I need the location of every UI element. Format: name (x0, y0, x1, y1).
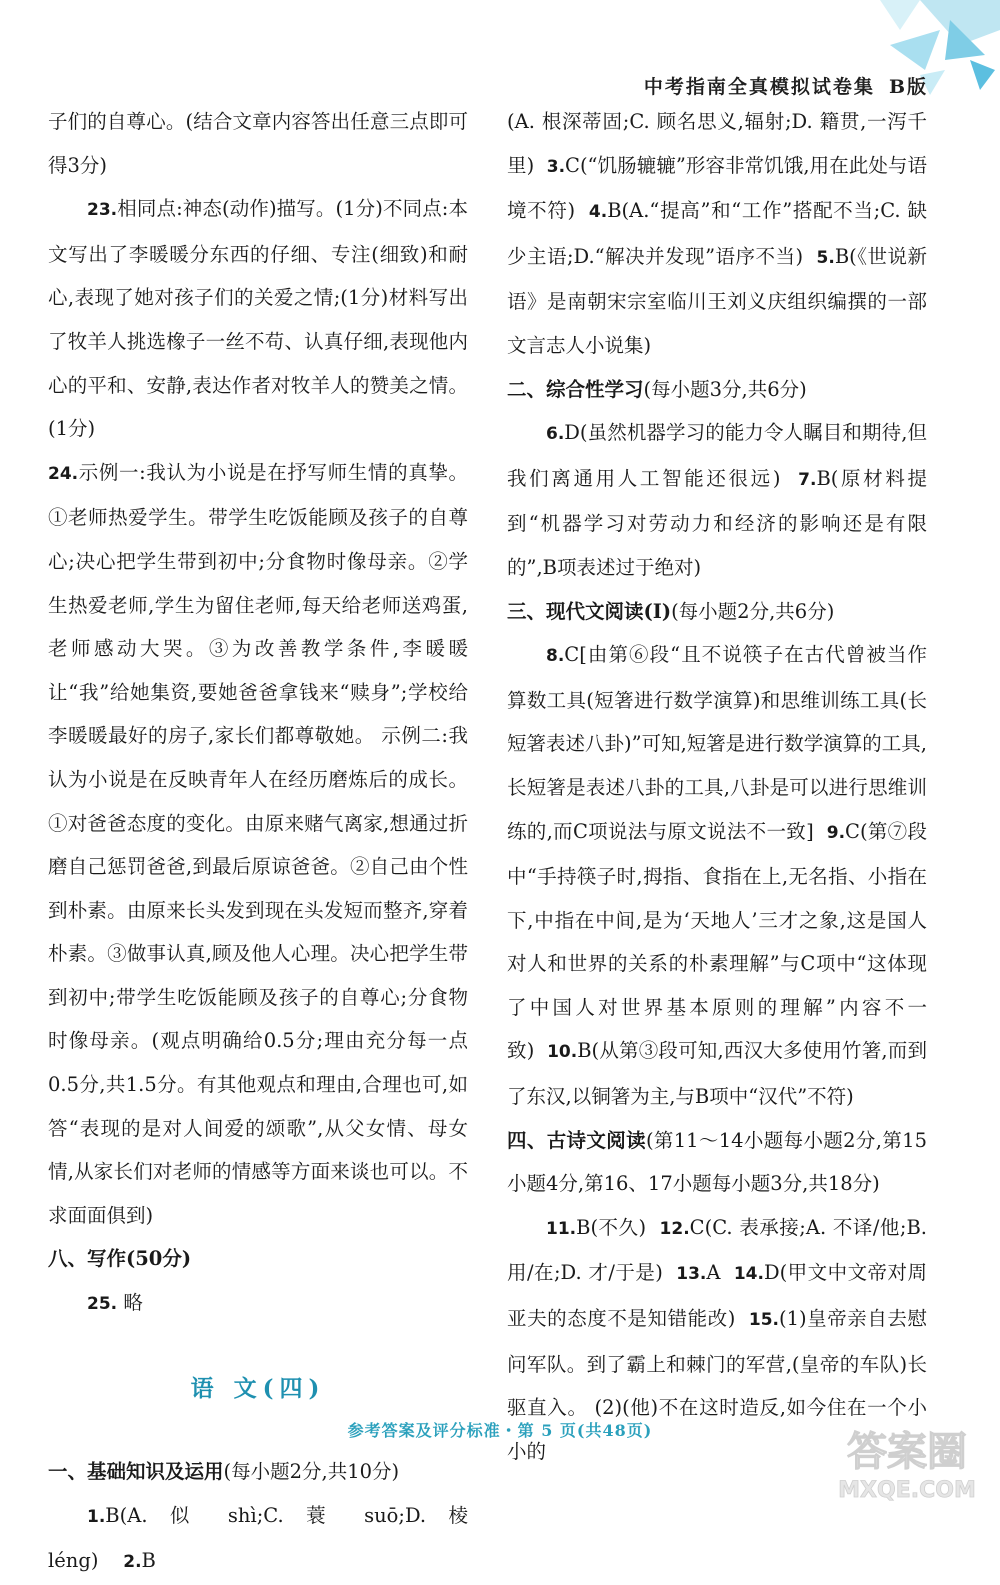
answer-text: D(甲文中文帝对周亚夫的态度不是知错能改) (507, 1261, 927, 1331)
header-title: 中考指南全真模拟试卷集 (643, 76, 875, 98)
section-heading (48, 1450, 468, 1494)
answer-1-2 (48, 1494, 468, 1585)
answer-text: 略 (123, 1291, 143, 1315)
answer-text: B (141, 1549, 156, 1573)
section-heading (507, 590, 927, 634)
answer-text: D(虽然机器学习的能力令人瞩目和期待,但我们离通用人工智能还很远) (507, 421, 927, 490)
answer-text: B(A. 似 shì;C. 蓑 suō;D. 棱 léng) (48, 1503, 468, 1573)
answer-23 (48, 187, 468, 451)
section-label: 一、基础知识及运用 (48, 1460, 224, 1484)
section-label: 二、综合性学习 (507, 377, 644, 401)
answer-text: C(“饥肠辘辘”形容非常饥饿,用在此处与语境不符) (507, 153, 927, 223)
section-note: (每小题2分,共6分) (671, 599, 835, 623)
answer-text: (A. 根深蒂固;C. 顾名思义,辐射;D. 籍贯,一泻千里) (507, 110, 927, 177)
question-number: 6. (546, 424, 565, 445)
watermark-text: 答案圈 (847, 1429, 967, 1475)
section-label: 三、现代文阅读(Ⅰ) (507, 599, 672, 623)
page-header (644, 72, 928, 99)
page-footer: 参考答案及评分标准・第 5 页(共48页) (347, 1421, 653, 1440)
section-heading (507, 1119, 927, 1206)
header-edition: B版 (888, 76, 928, 98)
answer-paragraph: 子们的自尊心。(结合文章内容答出任意三点即可得3分) (48, 110, 468, 177)
question-number: 7. (798, 469, 817, 490)
section-heading (507, 368, 927, 412)
question-number: 3. (546, 156, 566, 177)
question-number: 11. (546, 1218, 577, 1239)
question-number: 2. (123, 1552, 142, 1573)
section-note: (第11～14小题每小题2分,第15小题4分,第16、17小题每小题3分,共18分) (507, 1128, 927, 1196)
watermark-url: MXQE.COM (838, 1478, 976, 1503)
answer-text: (1)皇帝亲自去慰问军队。到了霸上和棘门的军营,(皇帝的车队)长驱直入。 (2)(他)不在这时造反,如今住在一个小小的 (507, 1307, 927, 1463)
question-number: 13. (676, 1264, 707, 1285)
answer-text: C(第⑦段中“手持筷子时,拇指、食指在上,无名指、小指在下,中指在中间,是为‘天地人’三才之象,这是国人对人和世界的关系的朴素理解”与C项中“这体现了中国人对世界基本原则的理解”内容不一致) (507, 819, 927, 1063)
question-number: 14. (733, 1264, 764, 1285)
answer-text: B(A.“提高”和“工作”搭配不当;C. 缺少主语;D.“解决并发现”语序不当) (507, 199, 928, 268)
question-number: 5. (816, 247, 835, 268)
answer-25 (48, 1281, 468, 1327)
answer-text: B(从第③段可知,西汉大多使用竹箸,而到了东汉,以铜箸为主,与B项中“汉代”不符) (507, 1039, 927, 1109)
watermark-logo (832, 1413, 982, 1508)
answer-text: A (706, 1261, 721, 1285)
answer-text: B(原材料提到“机器学习对劳动力和经济的影响还是有限的”,B项表述过于绝对) (507, 466, 927, 579)
answer-text: 示例一:我认为小说是在抒写师生情的真挚。①老师热爱学生。带学生吃饭能顾及孩子的自尊心;决心把学生带到初中;分食物时像母亲。②学生热爱老师,学生为留住老师,每天给老师送鸡蛋,老师感动大哭。③为改善教学条件,李暖暖让“我”给她集资,要她爸爸拿钱来“赎身”;学校给李暖暖最好的房子,家长们都尊敬她。 示例二:我认为小说是在反映青年人在经历磨炼后的成长。①对爸爸态度的变化。由原来赌气离家,想通过折磨自己惩罚爸爸,到最后原谅爸爸。②自己由个性到朴素。由原来长头发到现在头发短而整齐,穿着朴素。③做事认真,顾及他人心理。决心把学生带到初中;带学生吃饭能顾及孩子的自尊心;分食物时像母亲。(观点明确给0.5分;理由充分每一点0.5分,共1.5分。有其他观点和理由,合理也可,如答“表现的是对人间爱的颂歌”,从父女情、母女情,从家长们对老师的情感等方面来谈也可以。不求面面俱到) (48, 460, 468, 1227)
exam-title: 语 文(四) (190, 1374, 326, 1402)
answer-8-10 (507, 633, 927, 1119)
answer-text: B(不久) (576, 1215, 647, 1239)
question-number: 24. (48, 463, 79, 484)
answer-text: B(《世说新语》是南朝宋宗室临川王刘义庆组织编撰的一部文言志人小说集) (507, 244, 927, 357)
question-number: 1. (87, 1506, 106, 1527)
answer-text: 相同点:神态(动作)描写。(1分)不同点:本文写出了李暖暖分东西的仔细、专注(细致)和耐心,表现了她对孩子们的关爱之情;(1分)材料写出了牧羊人挑选橡子一丝不苟、认真仔细,表现他内心的平和、安静,表达作者对牧羊人的赞美之情。(1分) (48, 197, 468, 441)
answer-6-7 (507, 411, 927, 589)
section-note: (每小题3分,共6分) (643, 377, 807, 401)
question-number: 9. (826, 822, 846, 843)
question-number: 23. (87, 200, 118, 221)
question-number: 12. (659, 1218, 690, 1239)
section-heading: 八、写作(50分) (48, 1247, 192, 1271)
section-label: 四、古诗文阅读 (507, 1128, 646, 1152)
question-number: 10. (547, 1042, 578, 1063)
answer-24 (48, 451, 468, 1238)
question-number: 4. (588, 202, 608, 223)
section-note: (每小题2分,共10分) (223, 1460, 400, 1484)
question-number: 8. (546, 646, 565, 667)
question-number: 25. (87, 1294, 118, 1315)
left-column (48, 100, 468, 1585)
answer-text: C(C. 表承接;A. 不译/他;B. 用/在;D. 才/于是) (507, 1215, 927, 1285)
answer-paragraph (507, 100, 927, 368)
question-number: 15. (748, 1310, 779, 1331)
right-column (507, 100, 927, 1473)
answer-text: C[由第⑥段“且不说筷子在古代曾被当作算数工具(短箸进行数学演算)和思维训练工具(长短箸表述八卦)”可知,短箸是进行数学演算的工具,长短箸是表述八卦的工具,八卦是可以进行思维训练的,而C项说法与原文说法不一致] (507, 643, 927, 843)
